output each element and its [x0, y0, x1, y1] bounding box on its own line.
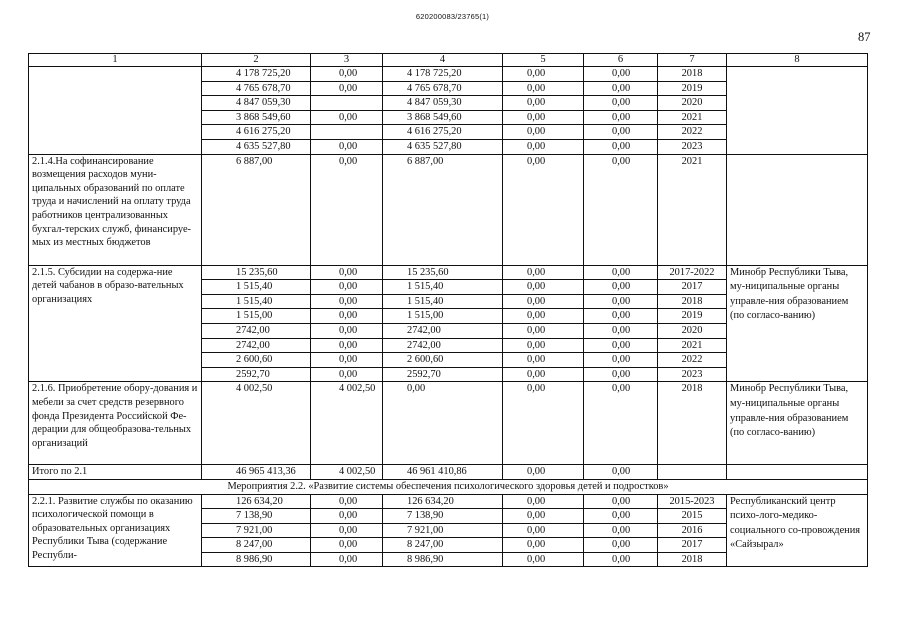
municipal-amount-cell: 0,00 — [503, 552, 584, 567]
budget-table — [28, 53, 868, 567]
year-cell: 2023 — [658, 367, 727, 382]
federal-amount-cell: 0,00 — [311, 538, 383, 553]
extra-amount-cell: 0,00 — [584, 110, 658, 125]
republic-amount-cell: 126 634,20 — [383, 494, 503, 509]
year-cell: 2017 — [658, 538, 727, 553]
extra-amount-cell: 0,00 — [584, 494, 658, 509]
total-amount-cell: 4 847 059,30 — [202, 96, 311, 111]
year-cell: 2019 — [658, 309, 727, 324]
federal-amount-cell: 0,00 — [311, 494, 383, 509]
federal-amount-cell: 0,00 — [311, 552, 383, 567]
federal-amount-cell: 4 002,50 — [311, 465, 383, 480]
extra-amount-cell: 0,00 — [584, 353, 658, 368]
republic-amount-cell: 4 635 527,80 — [383, 139, 503, 154]
municipal-amount-cell: 0,00 — [503, 125, 584, 140]
table-row — [29, 382, 868, 465]
extra-amount-cell: 0,00 — [584, 125, 658, 140]
republic-amount-cell: 2742,00 — [383, 323, 503, 338]
total-amount-cell: 8 986,90 — [202, 552, 311, 567]
year-cell: 2021 — [658, 110, 727, 125]
federal-amount-cell: 0,00 — [311, 67, 383, 82]
municipal-amount-cell: 0,00 — [503, 110, 584, 125]
republic-amount-cell: 2 600,60 — [383, 353, 503, 368]
total-amount-cell: 6 887,00 — [202, 154, 311, 265]
extra-amount-cell: 0,00 — [584, 265, 658, 280]
republic-amount-cell: 2742,00 — [383, 338, 503, 353]
republic-amount-cell: 8 247,00 — [383, 538, 503, 553]
total-amount-cell: 2742,00 — [202, 338, 311, 353]
extra-amount-cell: 0,00 — [584, 552, 658, 567]
year-cell: 2017-2022 — [658, 265, 727, 280]
total-amount-cell: 2742,00 — [202, 323, 311, 338]
federal-amount-cell: 0,00 — [311, 509, 383, 524]
year-cell: 2018 — [658, 382, 727, 465]
executor-cell — [727, 465, 868, 480]
municipal-amount-cell: 0,00 — [503, 338, 584, 353]
federal-amount-cell: 0,00 — [311, 338, 383, 353]
continued-name-cell — [29, 67, 202, 155]
republic-amount-cell: 1 515,40 — [383, 294, 503, 309]
federal-amount-cell: 0,00 — [311, 280, 383, 295]
republic-amount-cell: 6 887,00 — [383, 154, 503, 265]
municipal-amount-cell: 0,00 — [503, 81, 584, 96]
total-amount-cell: 4 616 275,20 — [202, 125, 311, 140]
column-header-2: 2 — [202, 54, 311, 67]
federal-amount-cell: 0,00 — [311, 265, 383, 280]
year-cell — [658, 465, 727, 480]
republic-amount-cell: 7 921,00 — [383, 523, 503, 538]
federal-amount-cell — [311, 96, 383, 111]
municipal-amount-cell: 0,00 — [503, 280, 584, 295]
municipal-amount-cell: 0,00 — [503, 323, 584, 338]
year-cell: 2016 — [658, 523, 727, 538]
year-cell: 2019 — [658, 81, 727, 96]
extra-amount-cell: 0,00 — [584, 509, 658, 524]
measure-name-cell: 2.1.6. Приобретение обору-дования и мебели за счет средств резервного фонда Президента Российской Фе-дерации для общеобразова-тельных организаций — [29, 382, 202, 465]
column-header-1: 1 — [29, 54, 202, 67]
extra-amount-cell: 0,00 — [584, 367, 658, 382]
year-cell: 2017 — [658, 280, 727, 295]
section-title-cell: Мероприятия 2.2. «Развитие системы обеспечения психологического здоровья детей и подростков» — [29, 479, 868, 494]
year-cell: 2015 — [658, 509, 727, 524]
federal-amount-cell: 0,00 — [311, 309, 383, 324]
municipal-amount-cell: 0,00 — [503, 494, 584, 509]
municipal-amount-cell: 0,00 — [503, 265, 584, 280]
total-amount-cell: 46 965 413,36 — [202, 465, 311, 480]
federal-amount-cell — [311, 125, 383, 140]
year-cell: 2020 — [658, 96, 727, 111]
federal-amount-cell: 4 002,50 — [311, 382, 383, 465]
table-row — [29, 67, 868, 82]
executor-cell — [727, 154, 868, 265]
republic-amount-cell: 2592,70 — [383, 367, 503, 382]
year-cell: 2015-2023 — [658, 494, 727, 509]
year-cell: 2018 — [658, 294, 727, 309]
column-header-row — [29, 54, 868, 67]
total-label-cell: Итого по 2.1 — [29, 465, 202, 480]
municipal-amount-cell: 0,00 — [503, 465, 584, 480]
total-amount-cell: 15 235,60 — [202, 265, 311, 280]
federal-amount-cell: 0,00 — [311, 154, 383, 265]
measure-name-cell: 2.1.5. Субсидии на содержа-ние детей чабанов в образо-вательных организациях — [29, 265, 202, 382]
republic-amount-cell: 7 138,90 — [383, 509, 503, 524]
total-amount-cell: 1 515,00 — [202, 309, 311, 324]
republic-amount-cell: 1 515,00 — [383, 309, 503, 324]
column-header-6: 6 — [584, 54, 658, 67]
federal-amount-cell: 0,00 — [311, 323, 383, 338]
municipal-amount-cell: 0,00 — [503, 353, 584, 368]
extra-amount-cell: 0,00 — [584, 538, 658, 553]
municipal-amount-cell: 0,00 — [503, 96, 584, 111]
total-row — [29, 465, 868, 480]
total-amount-cell: 1 515,40 — [202, 280, 311, 295]
year-cell: 2023 — [658, 139, 727, 154]
federal-amount-cell: 0,00 — [311, 81, 383, 96]
executor-cell: Минобр Республики Тыва, му-ниципальные органы управле-ния образованием (по согласо-ванию) — [727, 265, 868, 382]
measure-name-cell: 2.1.4.На софинансирование возмещения расходов муни-ципальных образований по оплате труда и начислений на оплату труда работников централизованных бухгал-терских служб, финансируе-мых из местных бюджетов — [29, 154, 202, 265]
measure-name-cell: 2.2.1. Развитие службы по оказанию психологической помощи в образовательных организациях Республики Тыва (содержание Республи- — [29, 494, 202, 567]
municipal-amount-cell: 0,00 — [503, 309, 584, 324]
year-cell: 2018 — [658, 552, 727, 567]
total-amount-cell: 1 515,40 — [202, 294, 311, 309]
republic-amount-cell: 0,00 — [383, 382, 503, 465]
extra-amount-cell: 0,00 — [584, 154, 658, 265]
extra-amount-cell: 0,00 — [584, 294, 658, 309]
total-amount-cell: 4 635 527,80 — [202, 139, 311, 154]
municipal-amount-cell: 0,00 — [503, 523, 584, 538]
column-header-5: 5 — [503, 54, 584, 67]
year-cell: 2021 — [658, 154, 727, 265]
extra-amount-cell: 0,00 — [584, 338, 658, 353]
extra-amount-cell: 0,00 — [584, 280, 658, 295]
column-header-8: 8 — [727, 54, 868, 67]
total-amount-cell: 8 247,00 — [202, 538, 311, 553]
table-row — [29, 154, 868, 265]
federal-amount-cell: 0,00 — [311, 294, 383, 309]
republic-amount-cell: 46 961 410,86 — [383, 465, 503, 480]
executor-cell — [727, 67, 868, 155]
municipal-amount-cell: 0,00 — [503, 67, 584, 82]
republic-amount-cell: 3 868 549,60 — [383, 110, 503, 125]
municipal-amount-cell: 0,00 — [503, 382, 584, 465]
year-cell: 2022 — [658, 353, 727, 368]
total-amount-cell: 2592,70 — [202, 367, 311, 382]
column-header-3: 3 — [311, 54, 383, 67]
municipal-amount-cell: 0,00 — [503, 509, 584, 524]
extra-amount-cell: 0,00 — [584, 323, 658, 338]
total-amount-cell: 4 178 725,20 — [202, 67, 311, 82]
federal-amount-cell: 0,00 — [311, 353, 383, 368]
executor-cell: Минобр Республики Тыва, му-ниципальные органы управле-ния образованием (по согласо-ванию) — [727, 382, 868, 465]
page-number: 87 — [858, 30, 871, 44]
republic-amount-cell: 4 616 275,20 — [383, 125, 503, 140]
executor-cell: Республиканский центр психо-лого-медико-социального со-провождения «Сайзырал» — [727, 494, 868, 567]
table-row — [29, 494, 868, 509]
federal-amount-cell: 0,00 — [311, 139, 383, 154]
extra-amount-cell: 0,00 — [584, 523, 658, 538]
column-header-7: 7 — [658, 54, 727, 67]
municipal-amount-cell: 0,00 — [503, 139, 584, 154]
extra-amount-cell: 0,00 — [584, 139, 658, 154]
extra-amount-cell: 0,00 — [584, 465, 658, 480]
republic-amount-cell: 4 765 678,70 — [383, 81, 503, 96]
municipal-amount-cell: 0,00 — [503, 538, 584, 553]
extra-amount-cell: 0,00 — [584, 81, 658, 96]
republic-amount-cell: 1 515,40 — [383, 280, 503, 295]
republic-amount-cell: 8 986,90 — [383, 552, 503, 567]
year-cell: 2021 — [658, 338, 727, 353]
column-header-4: 4 — [383, 54, 503, 67]
total-amount-cell: 4 002,50 — [202, 382, 311, 465]
total-amount-cell: 4 765 678,70 — [202, 81, 311, 96]
year-cell: 2020 — [658, 323, 727, 338]
table-row — [29, 265, 868, 280]
section-row — [29, 479, 868, 494]
extra-amount-cell: 0,00 — [584, 96, 658, 111]
municipal-amount-cell: 0,00 — [503, 154, 584, 265]
total-amount-cell: 7 138,90 — [202, 509, 311, 524]
total-amount-cell: 7 921,00 — [202, 523, 311, 538]
republic-amount-cell: 15 235,60 — [383, 265, 503, 280]
extra-amount-cell: 0,00 — [584, 67, 658, 82]
extra-amount-cell: 0,00 — [584, 309, 658, 324]
municipal-amount-cell: 0,00 — [503, 367, 584, 382]
total-amount-cell: 126 634,20 — [202, 494, 311, 509]
republic-amount-cell: 4 847 059,30 — [383, 96, 503, 111]
federal-amount-cell: 0,00 — [311, 367, 383, 382]
municipal-amount-cell: 0,00 — [503, 294, 584, 309]
year-cell: 2018 — [658, 67, 727, 82]
total-amount-cell: 2 600,60 — [202, 353, 311, 368]
total-amount-cell: 3 868 549,60 — [202, 110, 311, 125]
federal-amount-cell: 0,00 — [311, 110, 383, 125]
federal-amount-cell: 0,00 — [311, 523, 383, 538]
republic-amount-cell: 4 178 725,20 — [383, 67, 503, 82]
extra-amount-cell: 0,00 — [584, 382, 658, 465]
year-cell: 2022 — [658, 125, 727, 140]
document-id: 620200083/23765(1) — [415, 12, 490, 21]
